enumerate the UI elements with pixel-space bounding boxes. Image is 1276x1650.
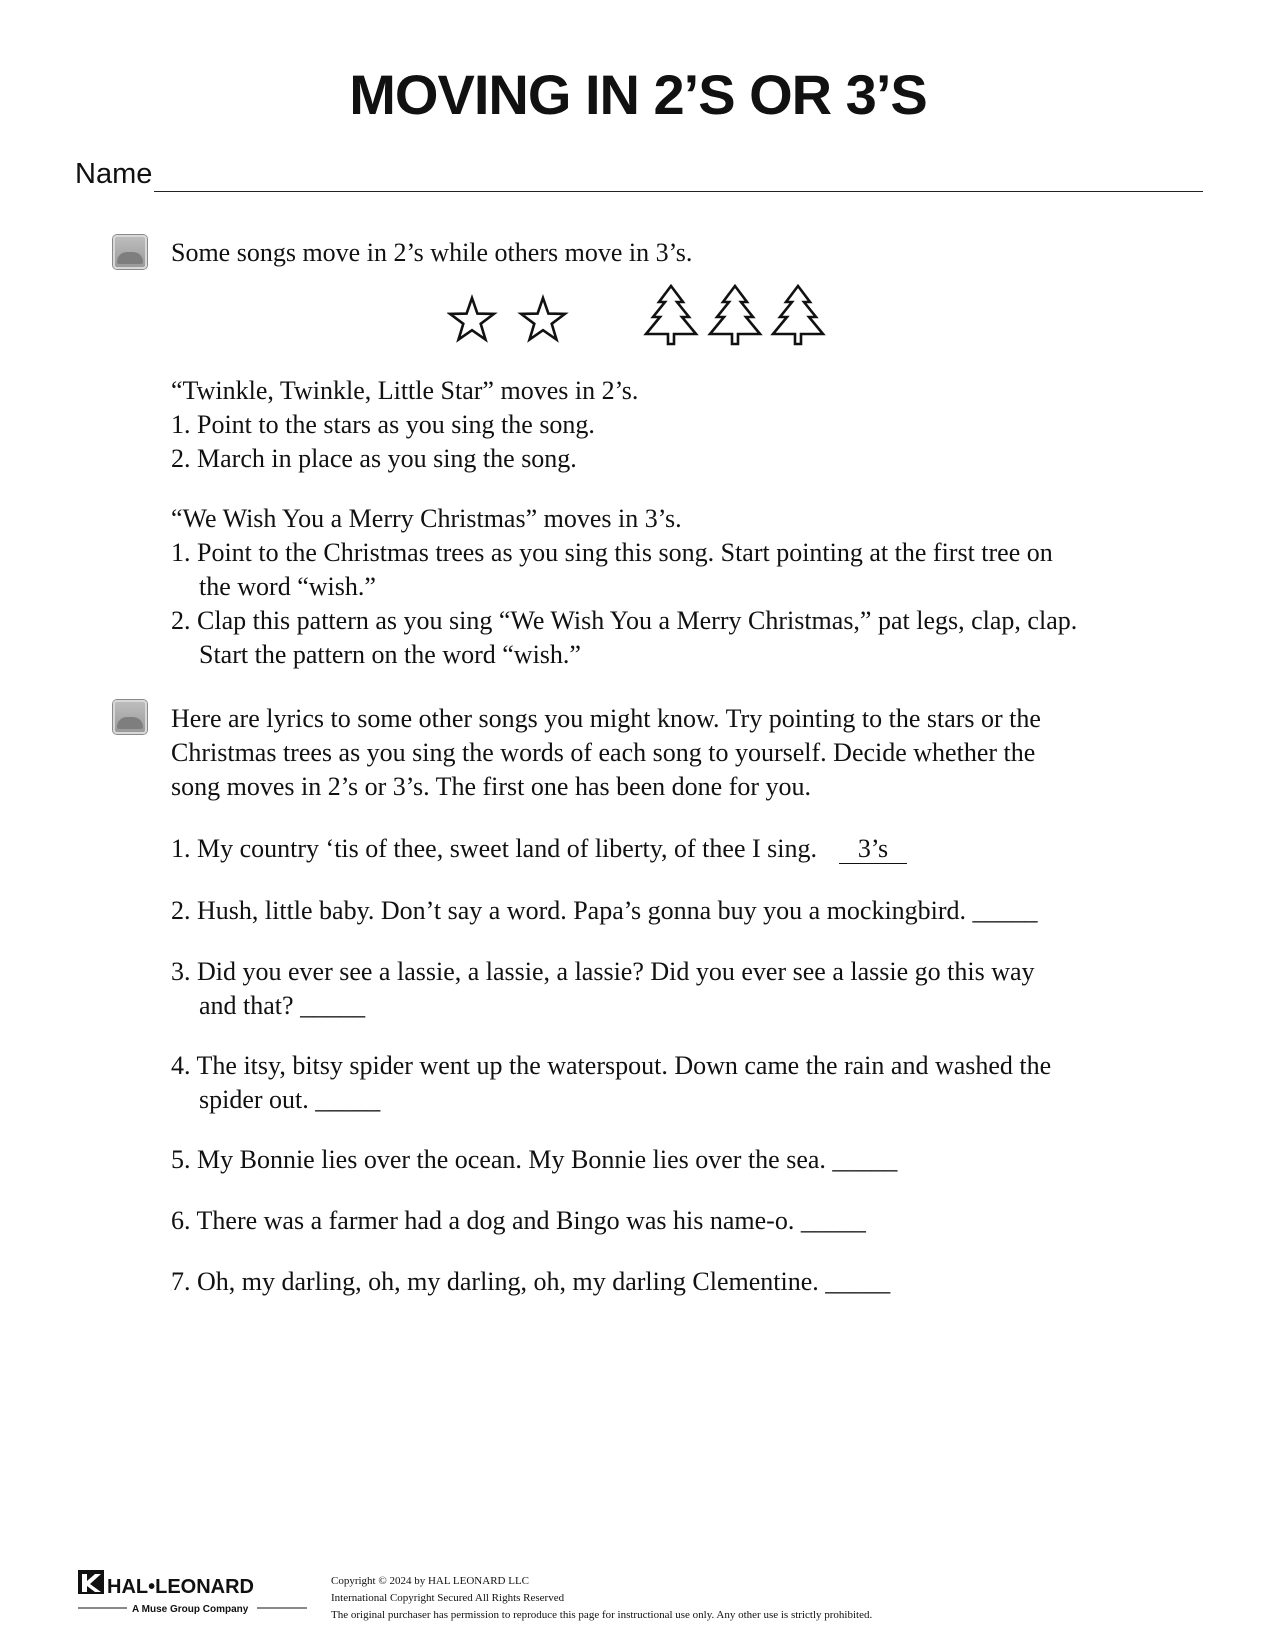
footer-legal — [331, 1573, 872, 1624]
song-item-3: 3. Did you ever see a lassie, a lassie, a lassie? Did you ever see a lassie go this way — [171, 957, 1035, 986]
song-item-3-cont: and that? _____ — [199, 991, 366, 1020]
song-item-1 — [171, 832, 907, 866]
christmas-step-2-cont: Start the pattern on the word “wish.” — [199, 640, 581, 669]
hal-leonard-mark-icon — [78, 1570, 104, 1594]
section2-intro-line-3: song moves in 2’s or 3’s. The first one has been done for you. — [171, 772, 812, 801]
name-label: Name — [75, 158, 153, 190]
star-icon — [521, 298, 565, 340]
permission-line: The original purchaser has permission to reproduce this page for instructional use only. Any other use is strictly prohibited. — [331, 1609, 873, 1621]
logo-subtitle: A Muse Group Company — [132, 1604, 249, 1615]
beat-icons — [447, 284, 877, 354]
section2-intro-line-2: Christmas trees as you sing the words of each song to yourself. Decide whether the — [171, 738, 1036, 767]
star-icon — [450, 298, 494, 340]
section1-intro: Some songs move in 2’s while others move in 3’s. — [171, 238, 693, 267]
christmas-step-1: 1. Point to the Christmas trees as you sing this song. Start pointing at the first tree on — [171, 538, 1053, 567]
twinkle-step-1: 1. Point to the stars as you sing the song. — [171, 410, 595, 439]
name-field[interactable] — [75, 158, 1203, 194]
christmas-step-2: 2. Clap this pattern as you sing “We Wish You a Merry Christmas,” pat legs, clap, clap. — [171, 606, 1078, 635]
song-item-1-lyrics: 1. My country ‘tis of thee, sweet land of liberty, of thee I sing. — [171, 834, 817, 863]
song-item-6: 6. There was a farmer had a dog and Bingo was his name-o. _____ — [171, 1206, 866, 1235]
christmas-tree-icon — [646, 286, 696, 344]
christmas-tree-icon — [773, 286, 823, 344]
logo-wordmark: HAL•LEONARD — [107, 1576, 254, 1598]
song-item-5: 5. My Bonnie lies over the ocean. My Bonnie lies over the sea. _____ — [171, 1145, 898, 1174]
christmas-tree-icon — [710, 286, 760, 344]
twinkle-heading: “Twinkle, Twinkle, Little Star” moves in 2’s. — [171, 376, 639, 405]
song-item-7: 7. Oh, my darling, oh, my darling, oh, my darling Clementine. _____ — [171, 1267, 891, 1296]
section2-checkbox[interactable] — [113, 700, 147, 734]
twinkle-step-2: 2. March in place as you sing the song. — [171, 444, 577, 473]
hal-leonard-logo — [77, 1568, 317, 1618]
song-item-1-answer[interactable]: 3’s — [839, 835, 907, 864]
song-item-2: 2. Hush, little baby. Don’t say a word. Papa’s gonna buy you a mockingbird. _____ — [171, 896, 1038, 925]
christmas-heading: “We Wish You a Merry Christmas” moves in 3’s. — [171, 504, 682, 533]
page-title: MOVING IN 2’S OR 3’S — [349, 63, 927, 126]
song-item-4: 4. The itsy, bitsy spider went up the waterspout. Down came the rain and washed the — [171, 1051, 1052, 1080]
section2-intro-line-1: Here are lyrics to some other songs you might know. Try pointing to the stars or the — [171, 704, 1041, 733]
rights-line: International Copyright Secured All Rights Reserved — [331, 1592, 565, 1604]
name-underline[interactable] — [154, 191, 1203, 192]
song-item-4-cont: spider out. _____ — [199, 1085, 381, 1114]
section1-checkbox[interactable] — [113, 235, 147, 269]
copyright-line: Copyright © 2024 by HAL LEONARD LLC — [331, 1575, 529, 1587]
christmas-step-1-cont: the word “wish.” — [199, 572, 376, 601]
